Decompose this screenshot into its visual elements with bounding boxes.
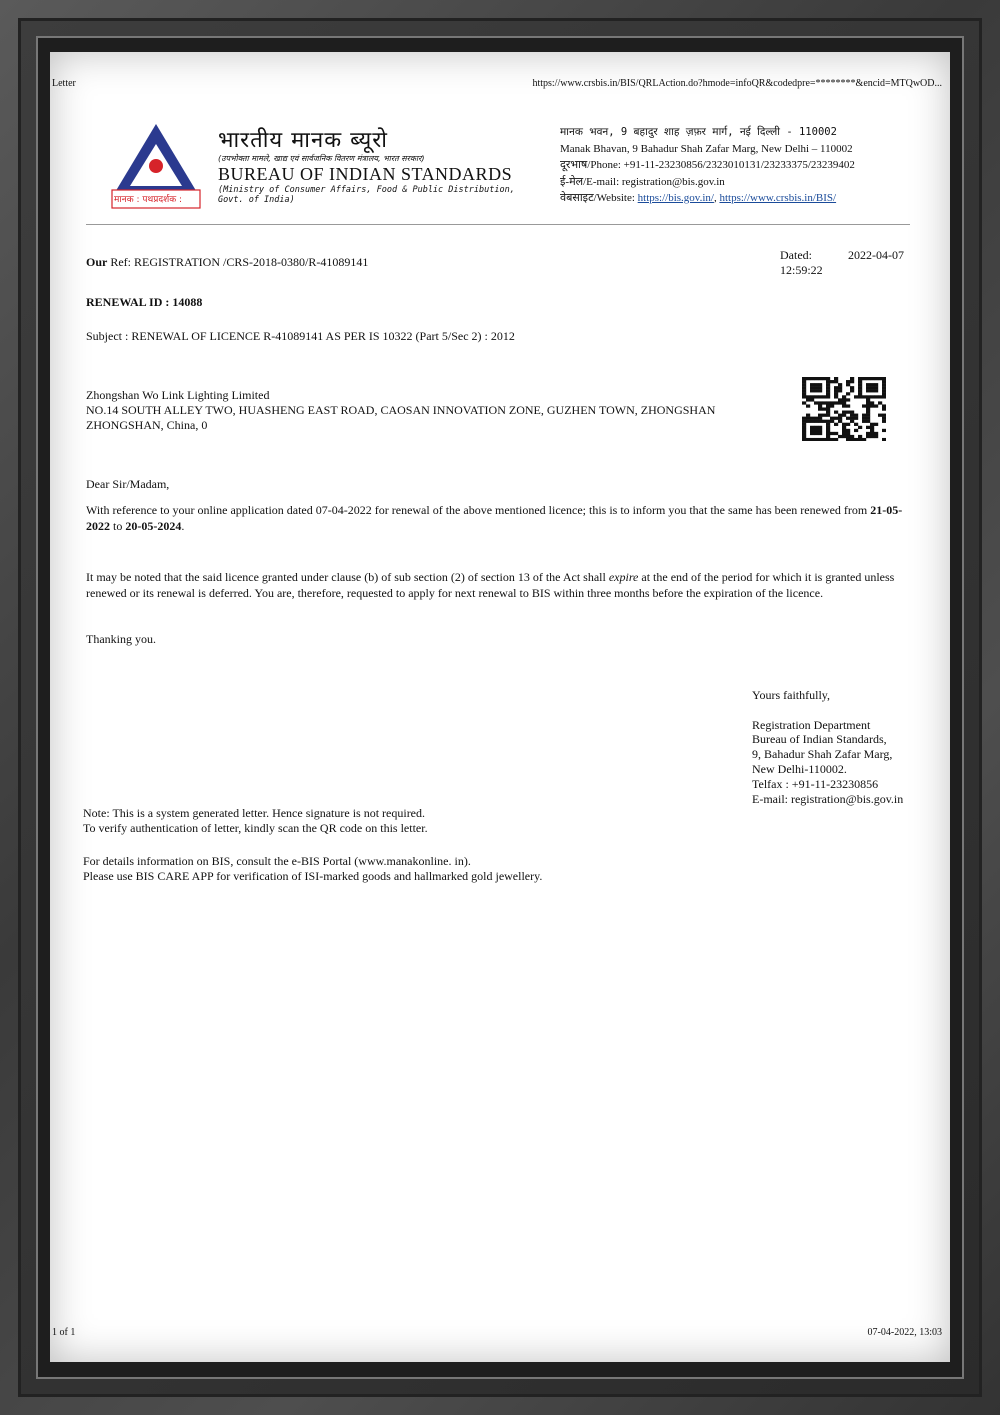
signoff-org: Bureau of Indian Standards, (752, 732, 887, 747)
phone: दूरभाष/Phone: +91-11-23230856/2323010131/23233375/23239402 (560, 159, 855, 171)
subject-line: Subject : RENEWAL OF LICENCE R-41089141 AS PER IS 10322 (Part 5/Sec 2) : 2012 (86, 329, 515, 343)
browser-url: https://www.crsbis.in/BIS/QRLAction.do?hmode=infoQR&codedpre=********&encid=MTQwOD... (532, 78, 942, 89)
addressee-company: Zhongshan Wo Link Lighting Limited (86, 388, 270, 402)
website-line (560, 190, 855, 207)
signoff-city: New Delhi-110002. (752, 761, 847, 776)
website-link-bis[interactable]: https://bis.gov.in/ (637, 192, 714, 204)
ref-label: Our (86, 255, 108, 269)
renewal-from-date: 21-05-2022 (86, 503, 903, 533)
addressee-line2: ZHONGSHAN, China, 0 (86, 418, 208, 432)
contact-block (560, 124, 855, 207)
note-line2: To verify authentication of letter, kindly scan the QR code on this letter. (83, 820, 428, 835)
note-block (83, 806, 428, 836)
website-link-crsbis[interactable]: https://www.crsbis.in/BIS/ (719, 192, 837, 204)
para1-end: . (181, 518, 185, 533)
closing: Yours faithfully, (752, 688, 831, 702)
para1-to: to (110, 518, 126, 533)
logo-motto: मानक : पथप्रदर्शक : (114, 195, 183, 205)
signoff-telfax: Telfax : +91-11-23230856 (752, 776, 879, 791)
ministry-hindi: (उपभोक्ता मामले, खाद्य एवं सार्वजनिक वितरण मंत्रालय, भारत सरकार) (218, 154, 425, 163)
org-title-english: BUREAU OF INDIAN STANDARDS (218, 164, 513, 184)
addressee-block (86, 388, 715, 433)
dated-time: 12:59:22 (780, 263, 823, 277)
header-divider (86, 224, 910, 225)
details-line1: For details information on BIS, consult the e-BIS Portal (www.manakonline. in). (83, 854, 471, 868)
address-hindi: मानक भवन, 9 बहादुर शाह ज़फ़र मार्ग, नई दिल्ली - 110002 (560, 126, 837, 138)
signoff-dept: Registration Department (752, 717, 871, 732)
print-timestamp: 07-04-2022, 13:03 (867, 1327, 942, 1338)
browser-page-title: Letter (52, 78, 76, 89)
dated-date: 2022-04-07 (848, 248, 904, 262)
renewal-id: RENEWAL ID : 14088 (86, 295, 203, 309)
letter-page (50, 52, 950, 1362)
expiry-paragraph (86, 570, 912, 601)
renewal-to-date: 20-05-2024 (125, 518, 182, 533)
org-title-hindi: भारतीय मानक ब्यूरो (218, 128, 388, 153)
para1-text: With reference to your online application dated 07-04-2022 for renewal of the above mentioned licence; this is to inform you that the same has been renewed from (86, 503, 871, 517)
qr-code (802, 377, 886, 441)
reference-line (86, 255, 368, 270)
ministry-english: (Ministry of Consumer Affairs, Food & Public Distribution, Govt. of India) (218, 185, 515, 205)
email: ई-मेल/E-mail: registration@bis.gov.in (560, 175, 725, 188)
signoff-street: 9, Bahadur Shah Zafar Marg, (752, 747, 893, 762)
renewal-paragraph (86, 503, 912, 534)
para2-b: at the end of the period for which it is granted unless renewed or its renewal is deferred. You are, therefore, requested to apply for next renewal to BIS within three months before the expiration of the licence. (86, 570, 895, 600)
bis-logo (108, 122, 204, 212)
thanks-line: Thanking you. (86, 632, 156, 646)
address-english: Manak Bhavan, 9 Bahadur Shah Zafar Marg, New Delhi – 110002 (560, 142, 853, 155)
para2-a: It may be noted that the said licence granted under clause (b) of sub section (2) of section 13 of the Act shall (86, 570, 609, 584)
details-block (83, 854, 542, 884)
page-count: 1 of 1 (52, 1327, 76, 1338)
para2-expire: expire (608, 570, 639, 584)
dated-label: Dated: (780, 248, 812, 262)
signoff-email: E-mail: registration@bis.gov.in (752, 791, 904, 806)
salutation: Dear Sir/Madam, (86, 477, 170, 491)
website-label: वेबसाइट/Website: (560, 192, 638, 204)
addressee-line1: NO.14 SOUTH ALLEY TWO, HUASHENG EAST ROAD, CAOSAN INNOVATION ZONE, GUZHEN TOWN, ZHONGSHAN (86, 403, 716, 417)
ref-number: Ref: REGISTRATION /CRS-2018-0380/R-41089141 (107, 255, 369, 269)
details-line2: Please use BIS CARE APP for verification of ISI-marked goods and hallmarked gold jewellery. (83, 868, 543, 883)
note-line1: Note: This is a system generated letter. Hence signature is not required. (83, 806, 426, 820)
website-separator: , (713, 192, 720, 204)
signoff-block (752, 688, 903, 806)
